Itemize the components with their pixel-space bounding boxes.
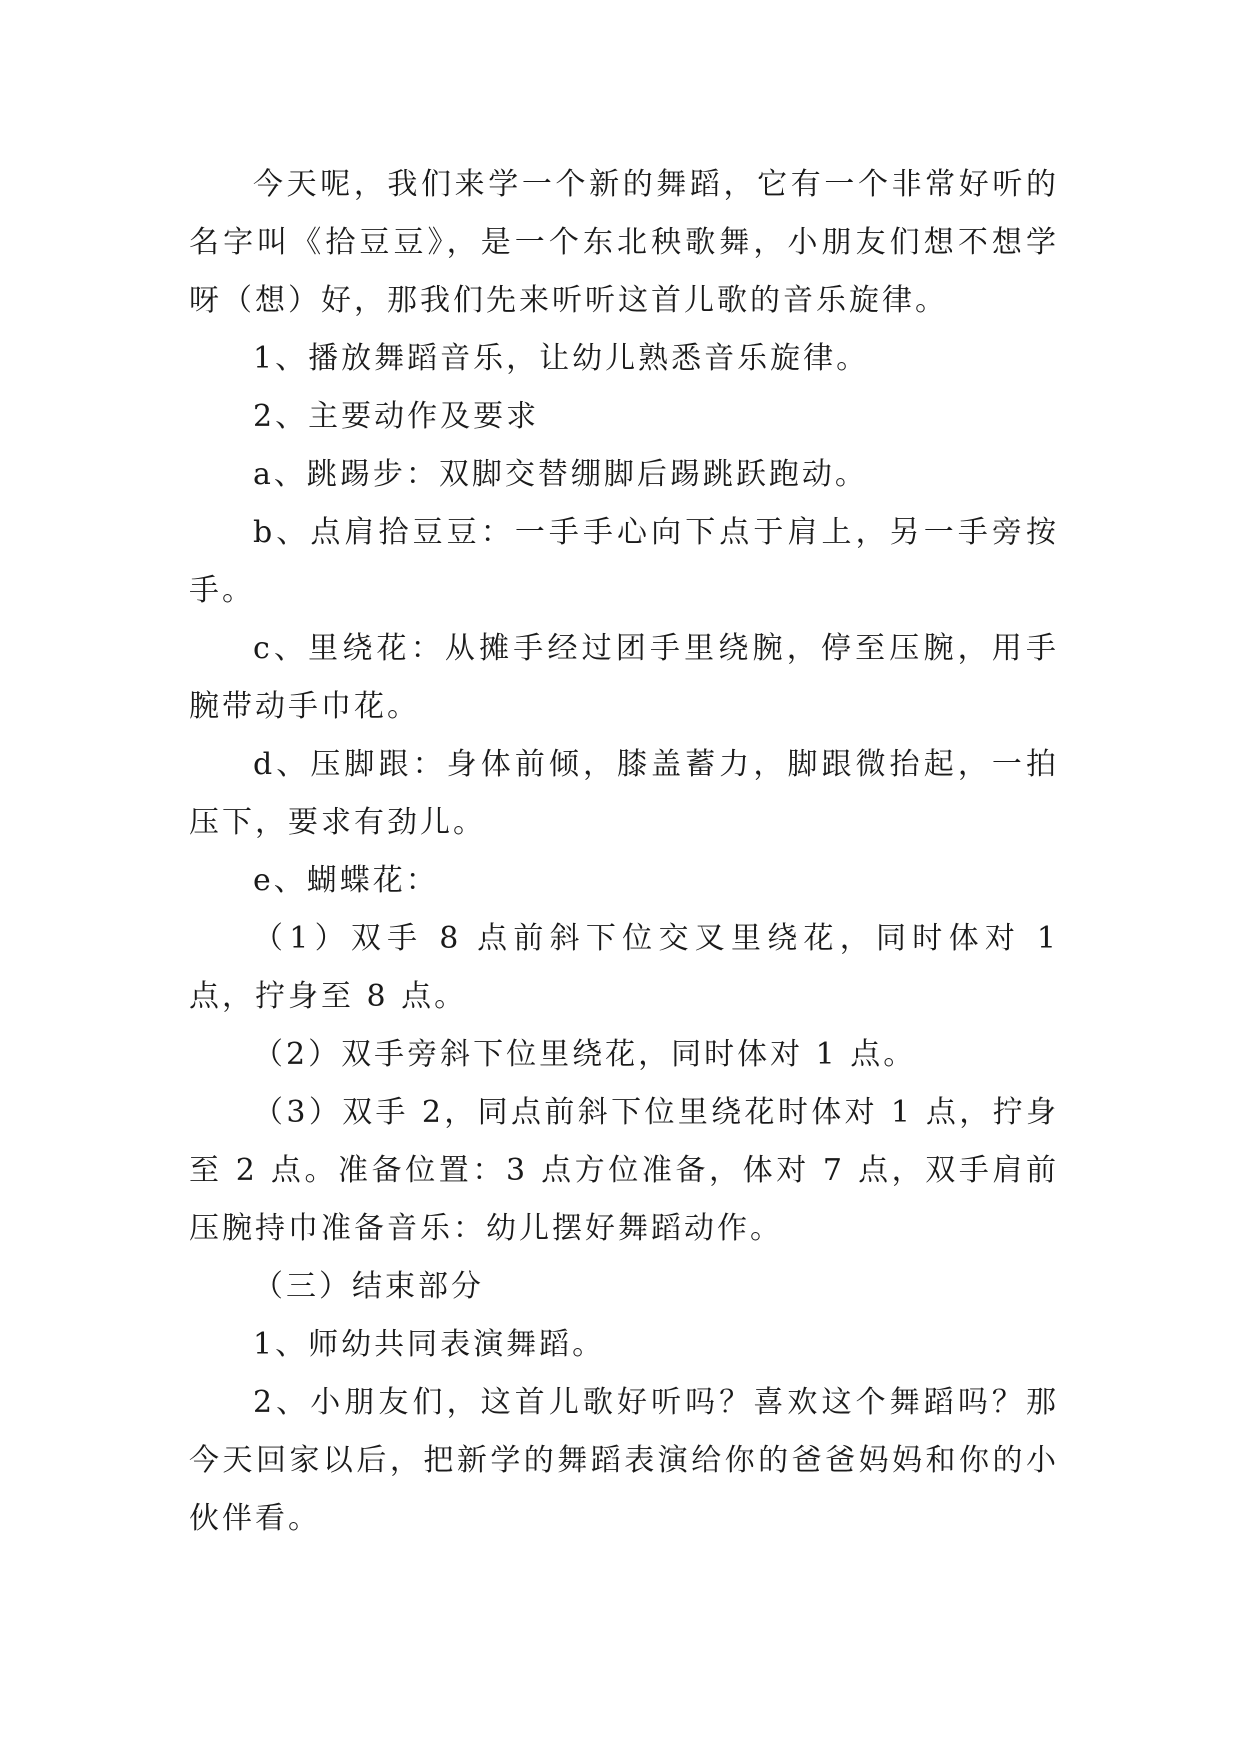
movement-d: d、压脚跟：身体前倾，膝盖蓄力，脚跟微抬起，一拍压下，要求有劲儿。 xyxy=(189,747,1059,840)
ending-step-2: 2、小朋友们，这首儿歌好听吗？喜欢这个舞蹈吗？那今天回家以后，把新学的舞蹈表演给你的爸爸妈妈和你的小伙伴看。 xyxy=(189,1385,1059,1536)
movement-b: b、点肩拾豆豆：一手手心向下点于肩上，另一手旁按手。 xyxy=(189,515,1059,608)
movement-a: a、跳踢步：双脚交替绷脚后踢跳跃跑动。 xyxy=(253,457,868,492)
document-body xyxy=(189,156,1059,1548)
movement-c: c、里绕花：从摊手经过团手里绕腕，停至压腕，用手腕带动手巾花。 xyxy=(189,631,1059,724)
step-main-movements: 2、主要动作及要求 xyxy=(253,399,540,434)
section-ending-heading: （三）结束部分 xyxy=(253,1269,484,1304)
intro-paragraph: 今天呢，我们来学一个新的舞蹈，它有一个非常好听的名字叫《拾豆豆》，是一个东北秧歌舞，小朋友们想不想学呀（想）好，那我们先来听听这首儿歌的音乐旋律。 xyxy=(189,167,1059,318)
movement-e: e、蝴蝶花： xyxy=(253,863,439,898)
step-play-music: 1、播放舞蹈音乐，让幼儿熟悉音乐旋律。 xyxy=(253,341,870,376)
movement-e-step-2: （2）双手旁斜下位里绕花，同时体对 1 点。 xyxy=(253,1037,917,1072)
movement-e-step-3: （3）双手 2，同点前斜下位里绕花时体对 1 点，拧身至 2 点。准备位置：3 点方位准备，体对 7 点，双手肩前压腕持巾准备音乐：幼儿摆好舞蹈动作。 xyxy=(189,1095,1059,1246)
ending-step-1: 1、师幼共同表演舞蹈。 xyxy=(253,1327,606,1362)
movement-e-step-1: （1）双手 8 点前斜下位交叉里绕花，同时体对 1 点，拧身至 8 点。 xyxy=(189,921,1059,1014)
